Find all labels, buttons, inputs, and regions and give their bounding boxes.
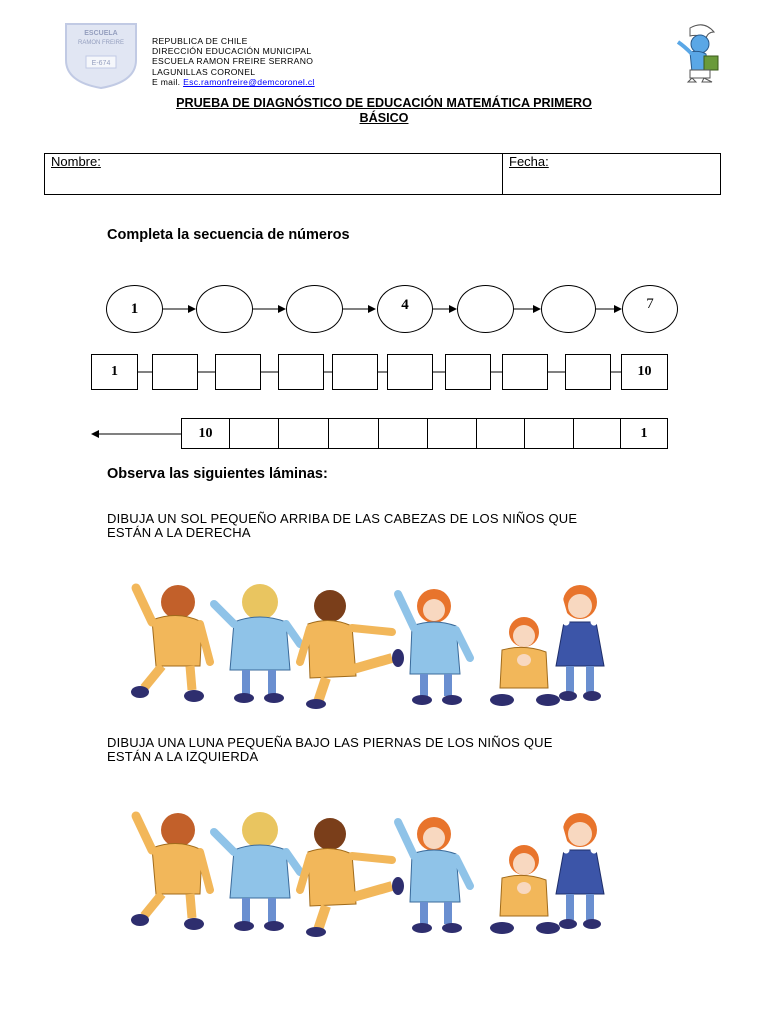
header-line: ESCUELA RAMON FREIRE SERRANO: [152, 56, 314, 67]
title-line: PRUEBA DE DIAGNÓSTICO DE EDUCACIÓN MATEMÁTICA PRIMERO: [176, 96, 592, 110]
reverse-box[interactable]: [573, 418, 621, 449]
sequence-box[interactable]: 10: [621, 354, 668, 390]
sequence-box[interactable]: [502, 354, 548, 390]
child-figure: [554, 808, 612, 929]
reverse-box[interactable]: [328, 418, 379, 449]
logo-text-mid: RAMON FREIRE: [77, 40, 125, 46]
child-figure: [131, 585, 210, 702]
child-figure: [490, 845, 560, 934]
child-figure: [131, 813, 210, 930]
instruction-line: DIBUJA UNA LUNA PEQUEÑA BAJO LAS PIERNAS DE LOS NIÑOS QUE: [107, 735, 553, 750]
email-label: E mail.: [152, 76, 184, 87]
sequence-circle[interactable]: [457, 285, 514, 333]
sequence-circle[interactable]: 1: [106, 285, 163, 333]
children-illustration-2: [130, 794, 630, 944]
sequence-circle[interactable]: [196, 285, 253, 333]
name-field[interactable]: Nombre:: [51, 154, 101, 169]
instruction-line: ESTÁN A LA IZQUIERDA: [107, 749, 259, 764]
header-line: REPUBLICA DE CHILE: [152, 36, 248, 46]
reverse-box[interactable]: [378, 418, 428, 449]
reverse-box[interactable]: 10: [181, 418, 230, 449]
child-figure: [300, 590, 404, 709]
child-figure: [214, 812, 300, 931]
section-heading-illustrations: Observa las siguientes láminas:: [107, 466, 328, 482]
child-figure: [300, 818, 404, 937]
sequence-circle[interactable]: 7: [622, 285, 678, 333]
section-heading-sequence: Completa la secuencia de números: [107, 227, 350, 243]
title-line: BÁSICO: [359, 111, 409, 125]
reverse-box[interactable]: [524, 418, 574, 449]
sequence-box[interactable]: [387, 354, 433, 390]
reverse-box[interactable]: [229, 418, 279, 449]
logo-badge: E-674: [91, 60, 111, 67]
sequence-box[interactable]: [215, 354, 261, 390]
sequence-box[interactable]: [332, 354, 378, 390]
child-figure: [398, 589, 470, 705]
child-figure: [398, 817, 470, 933]
header-line: DIRECCIÓN EDUCACIÓN MUNICIPAL: [152, 46, 312, 57]
sequence-box[interactable]: 1: [91, 354, 138, 390]
task-instruction-1: [107, 512, 577, 540]
instruction-line: DIBUJA UN SOL PEQUEÑO ARRIBA DE LAS CABEZAS DE LOS NIÑOS QUE: [107, 511, 578, 526]
email-link[interactable]: Esc.ramonfreire@demcoronel.cl: [183, 76, 315, 87]
reverse-box[interactable]: [476, 418, 525, 449]
header-line: LAGUNILLAS CORONEL: [152, 66, 256, 77]
sequence-connectors: [0, 0, 768, 470]
logo-text-top: ESCUELA: [84, 30, 118, 37]
sequence-box[interactable]: [278, 354, 324, 390]
reverse-box[interactable]: 1: [620, 418, 668, 449]
instruction-line: ESTÁN A LA DERECHA: [107, 525, 251, 540]
child-figure: [490, 617, 560, 706]
date-field[interactable]: Fecha:: [509, 154, 549, 169]
task-instruction-2: [107, 736, 553, 764]
sequence-circle[interactable]: 4: [377, 285, 433, 333]
sequence-box[interactable]: [152, 354, 198, 390]
sequence-circle[interactable]: [286, 285, 343, 333]
reverse-box[interactable]: [427, 418, 477, 449]
sequence-box[interactable]: [565, 354, 611, 390]
reverse-box[interactable]: [278, 418, 329, 449]
sequence-circle[interactable]: [541, 285, 596, 333]
sequence-box[interactable]: [445, 354, 491, 390]
child-figure: [214, 584, 300, 703]
children-illustration-1: [130, 566, 630, 716]
child-figure: [554, 580, 612, 701]
